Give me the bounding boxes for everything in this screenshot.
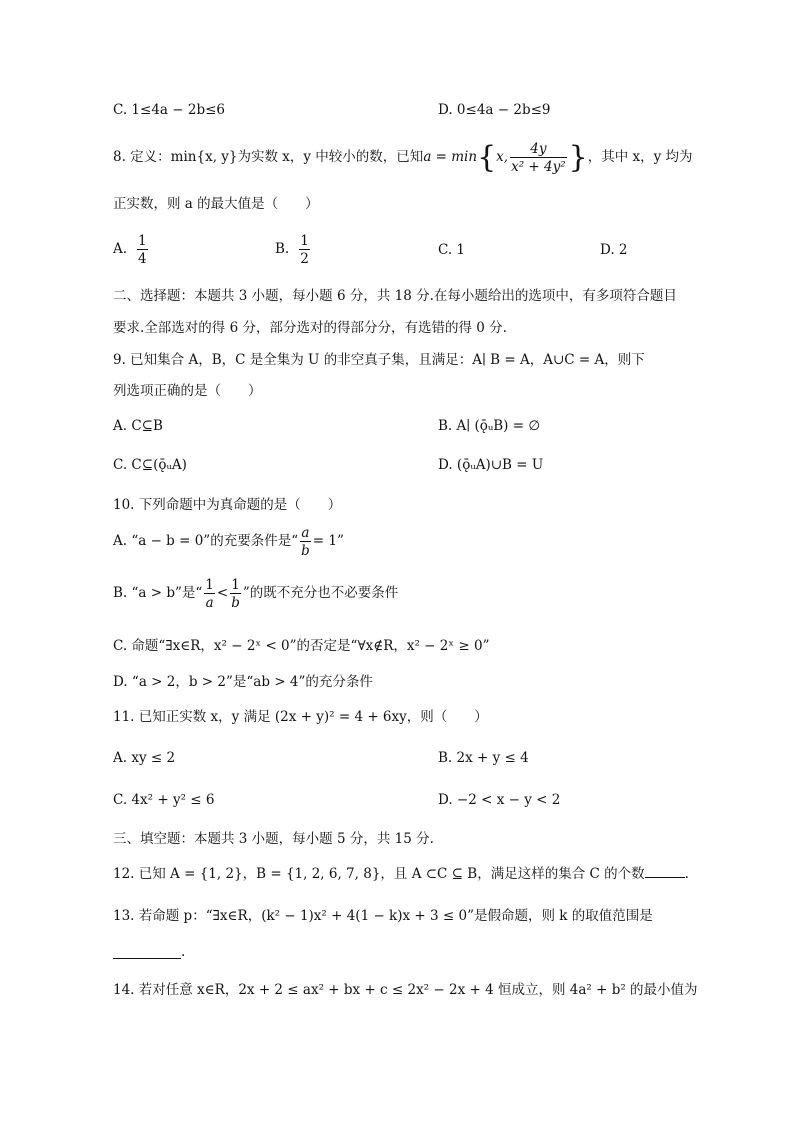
section2-heading-line1: 二、选择题：本题共 3 小题，每小题 6 分，共 18 分.在每小题给出的选项中，有多项符合题目 bbox=[113, 288, 677, 304]
q8-fraction bbox=[510, 142, 567, 173]
q8-frac-num: 4y bbox=[530, 141, 547, 158]
q12-text: 12. 已知 A = {1, 2}，B = {1, 2, 6, 7, 8}，且 A ⊂C ⊆ B，满足这样的集合 C 的个数 bbox=[113, 866, 645, 882]
q8-opt-b-frac bbox=[299, 234, 310, 265]
q10-b-n2: 1 bbox=[231, 577, 240, 594]
q9-option-d: D. (ǭᵤA)∪B = U bbox=[438, 457, 544, 473]
q9-option-b: B. A∣ (ǭᵤB) = ∅ bbox=[438, 418, 541, 434]
q8-opt-a-den: 4 bbox=[138, 250, 147, 267]
q13-line1: 13. 若命题 p：“∃x∈R，(k² − 1)x² + 4(1 − k)x + 3 ≤ 0”是假命题，则 k 的取值范围是 bbox=[113, 908, 653, 924]
q8-stem-line2: 正实数，则 a 的最大值是（ ） bbox=[113, 196, 319, 212]
q8-x-part: x, bbox=[496, 149, 509, 166]
q11-option-b: B. 2x + y ≤ 4 bbox=[438, 750, 529, 766]
q10-a-num: a bbox=[301, 525, 310, 542]
q8-brace-close: } bbox=[568, 140, 588, 175]
q8-opt-b-label: B. bbox=[275, 241, 290, 258]
q10-a-pre: A. “a − b = 0”的充要条件是“ bbox=[113, 533, 299, 550]
q9-option-c: C. C⊆(ǭᵤA) bbox=[113, 457, 187, 473]
q9-stem-line1: 9. 已知集合 A，B，C 是全集为 U 的非空真子集，且满足：A∣ B = A，A∪C = A，则下 bbox=[113, 352, 645, 368]
q8-lead: 8. 定义：min{x, y}为实数 x，y 中较小的数，已知 bbox=[113, 149, 424, 166]
q7-option-d: D. 0≤4a − 2b≤9 bbox=[438, 102, 551, 118]
q10-b-d1: a bbox=[205, 594, 214, 611]
q9-stem-line2: 列选项正确的是（ ） bbox=[113, 383, 262, 399]
section3-heading: 三、填空题：本题共 3 小题，每小题 5 分，共 15 分. bbox=[113, 831, 434, 847]
q9-option-a: A. C⊆B bbox=[113, 418, 163, 434]
q8-option-a bbox=[113, 232, 150, 268]
q10-b-n1: 1 bbox=[205, 577, 214, 594]
q10-b-d2: b bbox=[231, 594, 240, 611]
q8-stem-line1 bbox=[113, 138, 693, 178]
q13-answer-blank bbox=[113, 957, 181, 959]
q11-stem: 11. 已知正实数 x，y 满足 (2x + y)² = 4 + 6xy，则（ ） bbox=[113, 709, 488, 725]
q8-opt-a-frac bbox=[137, 234, 148, 265]
q10-b-post: ”的既不充分也不必要条件 bbox=[242, 585, 399, 602]
q10-b-lt: < bbox=[216, 585, 229, 602]
q10-option-b bbox=[113, 576, 398, 612]
q8-option-b bbox=[275, 232, 312, 268]
q10-option-d: D. “a > 2，b > 2”是“ab > 4”的充分条件 bbox=[113, 674, 373, 690]
section2-heading-line2: 要求.全部选对的得 6 分，部分选对的得部分分，有选错的得 0 分. bbox=[113, 320, 507, 336]
q8-frac-den: x² + 4y² bbox=[511, 158, 566, 175]
q8-opt-b-num: 1 bbox=[300, 233, 309, 250]
q8-brace-open: { bbox=[477, 140, 497, 175]
q10-option-c: C. 命题“∃x∈R，x² − 2ˣ < 0”的否定是“∀x∉R，x² − 2ˣ ≥ 0” bbox=[113, 638, 490, 654]
q8-opt-b-den: 2 bbox=[300, 250, 309, 267]
q8-option-d: D. 2 bbox=[600, 242, 628, 258]
q10-a-den: b bbox=[301, 542, 310, 559]
q13-end: . bbox=[181, 943, 186, 960]
q10-b-pre: B. “a > b”是“ bbox=[113, 585, 203, 602]
q10-a-post: = 1” bbox=[312, 533, 344, 550]
q10-stem: 10. 下列命题中为真命题的是（ ） bbox=[113, 497, 342, 513]
q8-option-c: C. 1 bbox=[438, 242, 466, 258]
q11-option-d: D. −2 < x − y < 2 bbox=[438, 792, 561, 808]
q10-b-frac2 bbox=[230, 578, 241, 609]
q11-option-c: C. 4x² + y² ≤ 6 bbox=[113, 792, 215, 808]
q14-line1: 14. 若对任意 x∈R，2x + 2 ≤ ax² + bx + c ≤ 2x² − 2x + 4 恒成立，则 4a² + b² 的最小值为 bbox=[113, 982, 698, 998]
q10-b-frac1 bbox=[204, 578, 215, 609]
q12-end: . bbox=[684, 866, 689, 882]
q7-option-c: C. 1≤4a − 2b≤6 bbox=[113, 102, 225, 118]
q8-opt-a-num: 1 bbox=[138, 233, 147, 250]
q8-opt-a-label: A. bbox=[113, 241, 128, 258]
q10-option-a bbox=[113, 524, 344, 560]
q10-a-frac bbox=[300, 526, 311, 557]
q8-a-eq: a = min bbox=[423, 149, 478, 166]
q12-answer-blank bbox=[645, 877, 685, 878]
q11-option-a: A. xy ≤ 2 bbox=[113, 750, 176, 766]
q8-tail: ，其中 x，y 均为 bbox=[587, 149, 693, 166]
q12-line bbox=[113, 868, 689, 882]
q13-line2 bbox=[113, 945, 185, 959]
